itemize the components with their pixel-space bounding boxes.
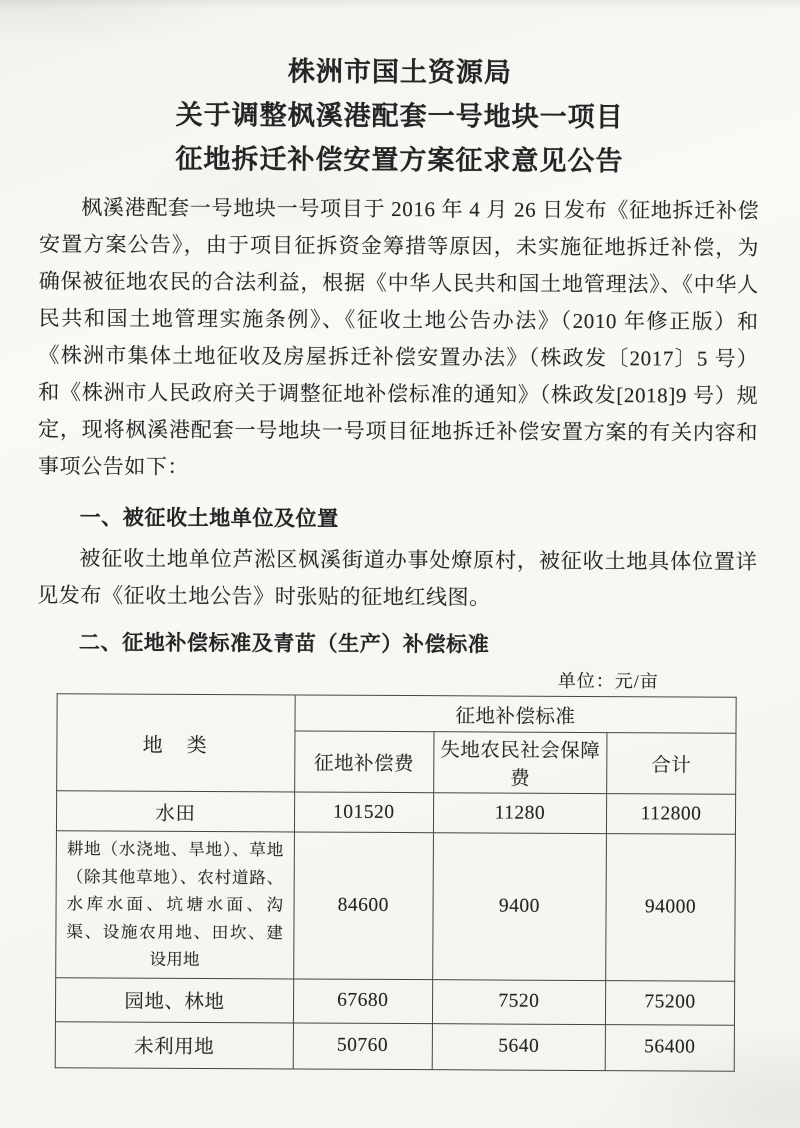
land-type-cell: 水田 [56, 791, 294, 832]
table-header-row-group [57, 694, 736, 734]
document-title [39, 48, 760, 184]
compensation-fee-cell: 67680 [293, 978, 432, 1023]
total-cell: 56400 [605, 1024, 734, 1071]
land-type-cell: 园地、林地 [55, 977, 293, 1022]
title-line-notice-type: 征地拆迁补偿安置方案征求意见公告 [175, 143, 624, 177]
header-cell-land-type: 地 类 [57, 694, 295, 792]
title-line-organization: 株洲市国土资源局 [287, 56, 513, 88]
header-cell-compensation-fee: 征地补偿费 [294, 731, 434, 793]
header-cell-compensation-standard-group: 征地补偿标准 [295, 695, 737, 733]
intro-paragraph: 枫溪港配套一号地块一号项目于 2016 年 4 月 26 日发布《征地拆迁补偿安置方案公告》，由于项目征拆资金筹措等原因，未实施征地拆迁补偿，为确保被征地农民的合法利益，根据《中华人民共和国土地管理法》、《中华人民共和国土地管理实施条例》、《征收土地公告办法》（2010 年修正版）和《株洲市集体土地征收及房屋拆迁补偿安置办法》（株政发〔2017〕5 号）和《株洲市人民政府关于调整征地补偿标准的通知》（株政发[2018]9 号）规定，现将枫溪港配套一号地块一号项目征地拆迁补偿安置方案的有关内容和事项公告如下： [37, 195, 760, 479]
table-row-unused-land [55, 1021, 734, 1071]
compensation-fee-cell: 101520 [294, 792, 433, 833]
social-security-fee-cell: 9400 [433, 833, 607, 980]
land-type-cell: 耕地（水浇地、旱地）、草地（除其他草地）、农村道路、水库水面、坑塘水面、沟渠、设施农用地、田坎、建设用地 [56, 831, 294, 979]
compensation-table [55, 693, 737, 1071]
land-type-cell: 未利用地 [55, 1021, 293, 1068]
header-cell-social-security-fee: 失地农民社会保障费 [433, 732, 606, 794]
total-cell: 94000 [606, 834, 736, 981]
header-cell-total: 合计 [607, 733, 736, 795]
table-unit-label: 单位：元/亩 [557, 670, 659, 692]
table-row-garden-forest-land [55, 977, 734, 1025]
table-row-cultivated-land [56, 831, 736, 981]
compensation-fee-cell: 84600 [293, 832, 433, 979]
social-security-fee-cell: 11280 [433, 793, 606, 834]
total-cell: 75200 [605, 980, 734, 1025]
section1-heading: 一、被征收土地单位及位置 [79, 505, 339, 531]
title-line-subject: 关于调整枫溪港配套一号地块一项目 [175, 99, 624, 133]
social-security-fee-cell: 7520 [432, 979, 605, 1024]
section1-paragraph: 被征收土地单位芦淞区枫溪街道办事处燎原村，被征收土地具体位置详见发布《征收土地公告》时张贴的征地红线图。 [37, 546, 758, 610]
compensation-fee-cell: 50760 [293, 1022, 432, 1069]
social-security-fee-cell: 5640 [432, 1023, 605, 1070]
section2-heading: 二、征地补偿标准及青苗（生产）补偿标准 [78, 630, 490, 657]
total-cell: 112800 [606, 794, 735, 835]
table-row-paddy-field [56, 791, 735, 835]
